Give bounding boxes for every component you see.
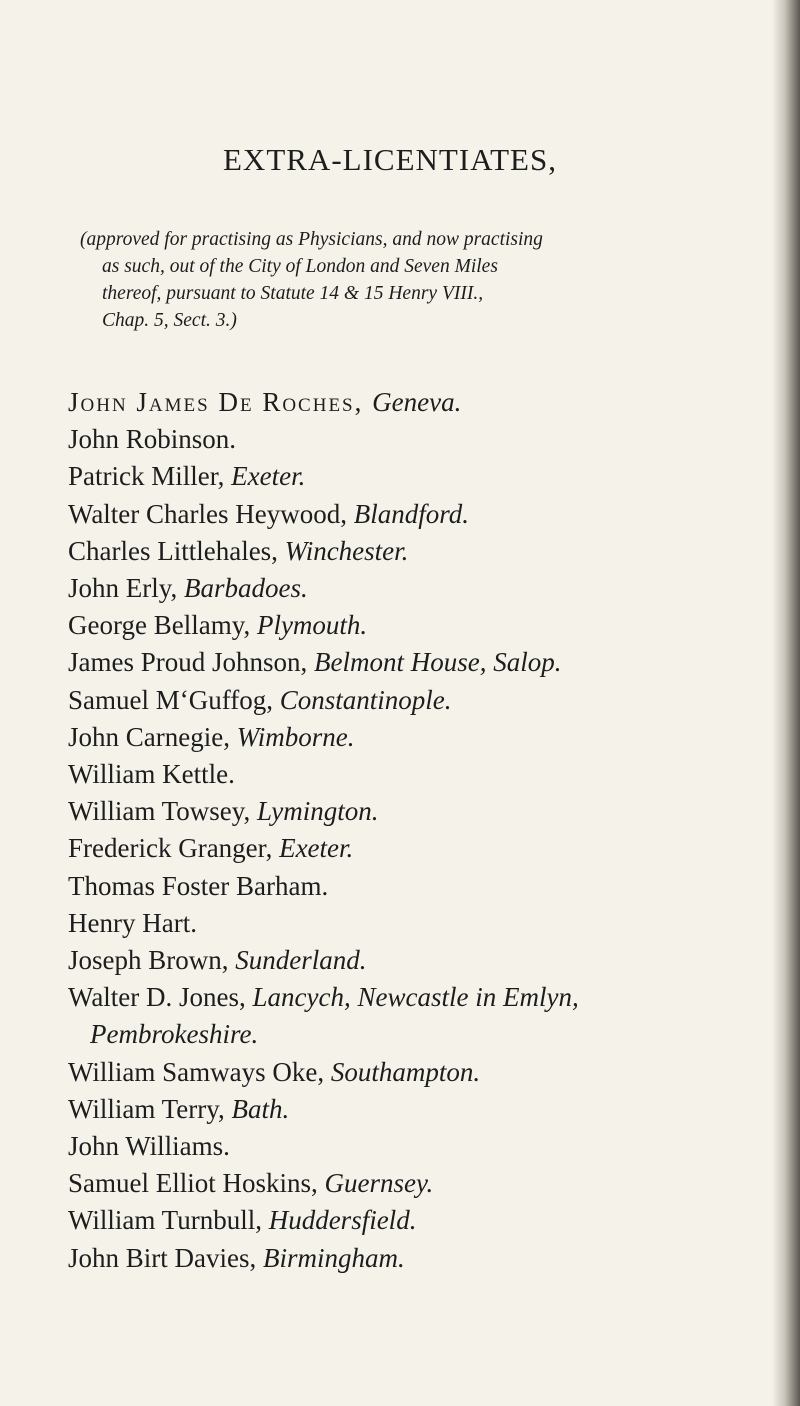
- entry-name: Charles Littlehales,: [68, 535, 285, 566]
- entry-name: Joseph Brown,: [68, 945, 236, 976]
- list-item: [68, 1091, 778, 1128]
- entry-name: Henry Hart.: [68, 907, 197, 938]
- list-item: [68, 458, 778, 495]
- note-line: Chap. 5, Sect. 3.): [102, 310, 237, 331]
- list-item: [68, 644, 778, 681]
- entry-place: Plymouth.: [256, 610, 368, 641]
- entry-place: Guernsey.: [324, 1168, 434, 1199]
- entry-name: George Bellamy,: [68, 610, 257, 641]
- licentiates-list: [68, 384, 778, 1277]
- entry-place: Winchester.: [284, 535, 409, 566]
- entry-name: John Erly,: [68, 573, 184, 604]
- entry-place: Pembrokeshire.: [90, 1019, 259, 1050]
- list-item: [68, 384, 778, 421]
- list-item: [68, 1240, 778, 1277]
- entry-name: William Turnbull,: [68, 1205, 269, 1236]
- note-line: (approved for practising as Physicians, and now practising: [80, 229, 543, 250]
- entry-name: Walter Charles Heywood,: [68, 498, 354, 529]
- entry-name: Samuel M‘Guffog,: [68, 684, 280, 715]
- entry-name: John Carnegie,: [68, 721, 237, 752]
- entry-name: John Robinson.: [68, 424, 237, 455]
- list-item: [68, 1165, 778, 1202]
- entry-name: James Proud Johnson,: [68, 647, 315, 678]
- entry-place: Exeter.: [231, 461, 306, 492]
- entry-name: Samuel Elliot Hoskins,: [68, 1168, 325, 1199]
- entry-name: Walter D. Jones,: [68, 982, 253, 1013]
- entry-place: Barbadoes.: [184, 573, 308, 604]
- list-item: [68, 682, 778, 719]
- entry-place: Lancych, Newcastle in Emlyn,: [252, 982, 579, 1013]
- entry-name: William Samways Oke,: [68, 1056, 331, 1087]
- list-item: [68, 570, 778, 607]
- list-item: [68, 496, 778, 533]
- list-item: [68, 868, 778, 905]
- entry-place: Lymington.: [257, 796, 379, 827]
- entry-place: Belmont House, Salop.: [314, 647, 562, 678]
- entry-name: Frederick Granger,: [68, 833, 280, 864]
- entry-name: William Kettle.: [68, 759, 235, 790]
- list-item: [68, 607, 778, 644]
- list-item: [68, 756, 778, 793]
- entry-place: Birmingham.: [263, 1242, 405, 1273]
- list-item: [68, 942, 778, 979]
- entry-place: Wimborne.: [236, 721, 355, 752]
- entry-place: Huddersfield.: [268, 1205, 417, 1236]
- entry-place: Blandford.: [353, 498, 470, 529]
- note-line: as such, out of the City of London and Seven Miles: [102, 256, 498, 277]
- list-item: [68, 905, 778, 942]
- entry-place: Bath.: [231, 1093, 290, 1124]
- entry-name: Patrick Miller,: [68, 461, 232, 492]
- list-item: [68, 979, 778, 1016]
- entry-place: Constantinople.: [279, 684, 452, 715]
- entry-place: Geneva.: [372, 387, 462, 417]
- entry-name: John Williams.: [68, 1131, 230, 1162]
- page-heading: EXTRA-LICENTIATES,: [223, 142, 557, 177]
- entry-place: Exeter.: [279, 833, 354, 864]
- heading-note: [80, 226, 760, 334]
- list-item: [68, 719, 778, 756]
- list-item: [68, 830, 778, 867]
- note-line: thereof, pursuant to Statute 14 & 15 Henry VIII.,: [102, 283, 484, 304]
- entry-name: John Birt Davies,: [68, 1242, 263, 1273]
- list-item: [68, 1016, 778, 1053]
- list-item: [68, 793, 778, 830]
- list-item: [68, 1202, 778, 1239]
- entry-place: Southampton.: [330, 1056, 481, 1087]
- entry-place: Sunderland.: [235, 945, 367, 976]
- entry-name: Thomas Foster Barham.: [68, 870, 329, 901]
- entry-name: William Terry,: [68, 1093, 232, 1124]
- entry-name: John James De Roches,: [68, 387, 373, 417]
- list-item: [68, 533, 778, 570]
- list-item: [68, 1054, 778, 1091]
- list-item: [68, 1128, 778, 1165]
- list-item: [68, 421, 778, 458]
- entry-name: William Towsey,: [68, 796, 257, 827]
